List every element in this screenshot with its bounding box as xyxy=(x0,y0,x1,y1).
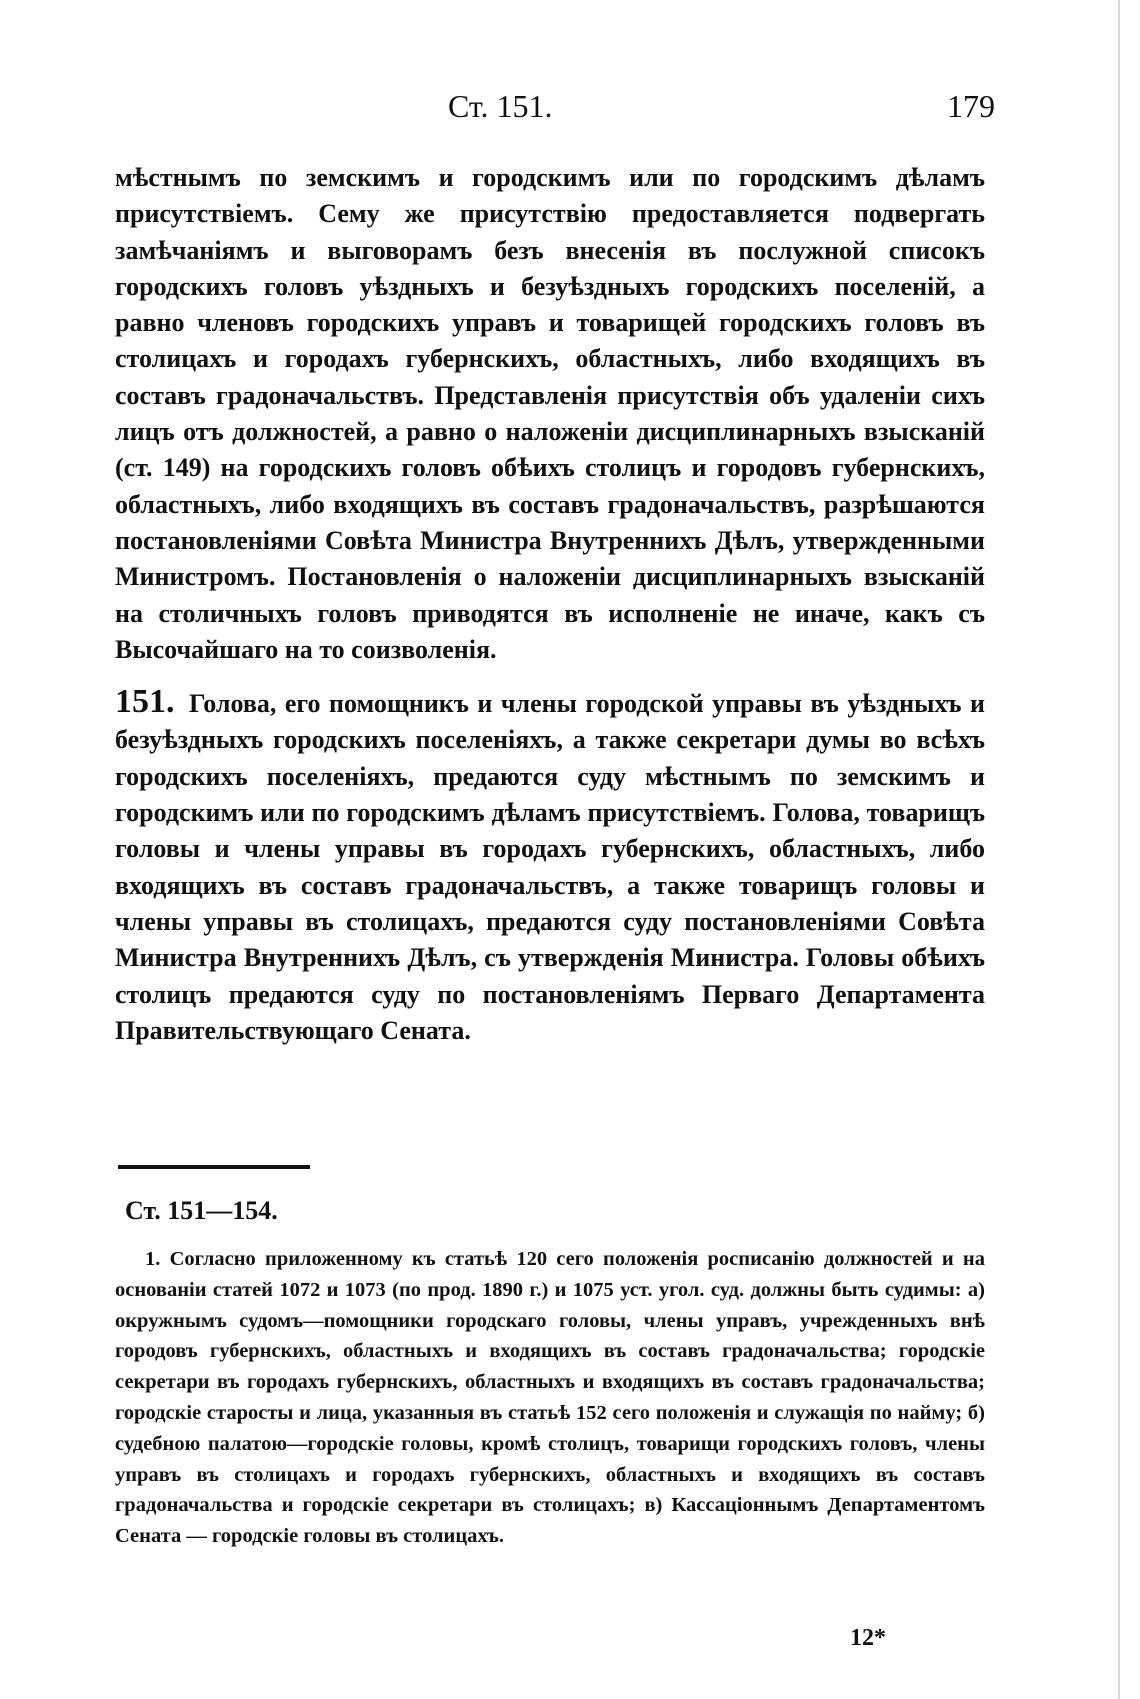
main-text xyxy=(115,160,985,1049)
page-header xyxy=(115,88,995,138)
article-number: 151. xyxy=(115,683,175,721)
footnote-separator xyxy=(118,1165,310,1169)
page-edge-line xyxy=(1118,0,1120,1699)
article-text: Голова, его помощникъ и члены городской управы въ уѣздныхъ и безуѣздныхъ городскихъ поселеніяхъ, а также секретари думы во всѣхъ городскихъ поселеніяхъ, предаются суду мѣстнымъ по земскимъ и городскимъ или по городскимъ дѣламъ присутствіемъ. Голова, товарищъ головы и члены управы въ городахъ губернскихъ, областныхъ, либо входящихъ въ составъ градоначальствъ, а также товарищъ головы и члены управы въ столицахъ, предаются суду постановленіями Совѣта Министра Внутреннихъ Дѣлъ, съ утвержденія Министра. Головы обѣихъ столицъ предаются суду по постановленіямъ Перваго Департамента Правительствующаго Сената. xyxy=(115,689,985,1045)
page-number: 179 xyxy=(947,88,995,124)
paragraph-continuation: мѣстнымъ по земскимъ и городскимъ или по городскимъ дѣламъ присутствіемъ. Сему же присутствію предоставляется подвергать замѣчаніямъ и выговорамъ безъ внесенія въ послужной списокъ городскихъ головъ уѣздныхъ и безуѣздныхъ городскихъ поселеній, а равно членовъ городскихъ управъ и товарищей городскихъ головъ въ столицахъ и городахъ губернскихъ, областныхъ, либо входящихъ въ составъ градоначальствъ. Представленія присутствія объ удаленіи сихъ лицъ отъ должностей, а равно о наложеніи дисциплинарныхъ взысканій (ст. 149) на городскихъ головъ обѣихъ столицъ и городовъ губернскихъ, областныхъ, либо входящихъ въ составъ градоначальствъ, разрѣшаются постановленіями Совѣта Министра Внутреннихъ Дѣлъ, утвержденными Министромъ. Постановленія о наложеніи дисциплинарныхъ взысканій на столичныхъ головъ приводятся въ исполненіе не иначе, какъ съ Высочайшаго на то соизволенія. xyxy=(115,163,985,664)
footnote-1: 1. Согласно приложенному къ статьѣ 120 сего положенія росписанію должностей и на основаніи статей 1072 и 1073 (по прод. 1890 г.) и 1075 уст. угол. суд. должны быть судимы: а) окружнымъ судомъ—помощники городскаго головы, члены управъ, учрежденныхъ внѣ городовъ губернскихъ, областныхъ и входящихъ въ составъ градоначальства; городскіе секретари въ городахъ губернскихъ, областныхъ и входящихъ въ составъ градоначальства; городскіе старосты и лица, указанныя въ статьѣ 152 сего положенія и служащія по найму; б) судебною палатою—городскіе головы, кромѣ столицъ, товарищи городскихъ головъ, члены управъ въ столицахъ и городахъ губернскихъ, областныхъ и входящихъ въ составъ градоначальства и городскіе секретари въ столицахъ; в) Кассаціоннымъ Департаментомъ Сената — городскіе головы въ столицахъ. xyxy=(115,1248,985,1548)
article-151 xyxy=(115,684,985,1049)
running-head: Ст. 151. xyxy=(448,88,553,124)
footnote-heading: Ст. 151—154. xyxy=(125,1196,278,1225)
signature-mark: 12* xyxy=(850,1625,886,1651)
